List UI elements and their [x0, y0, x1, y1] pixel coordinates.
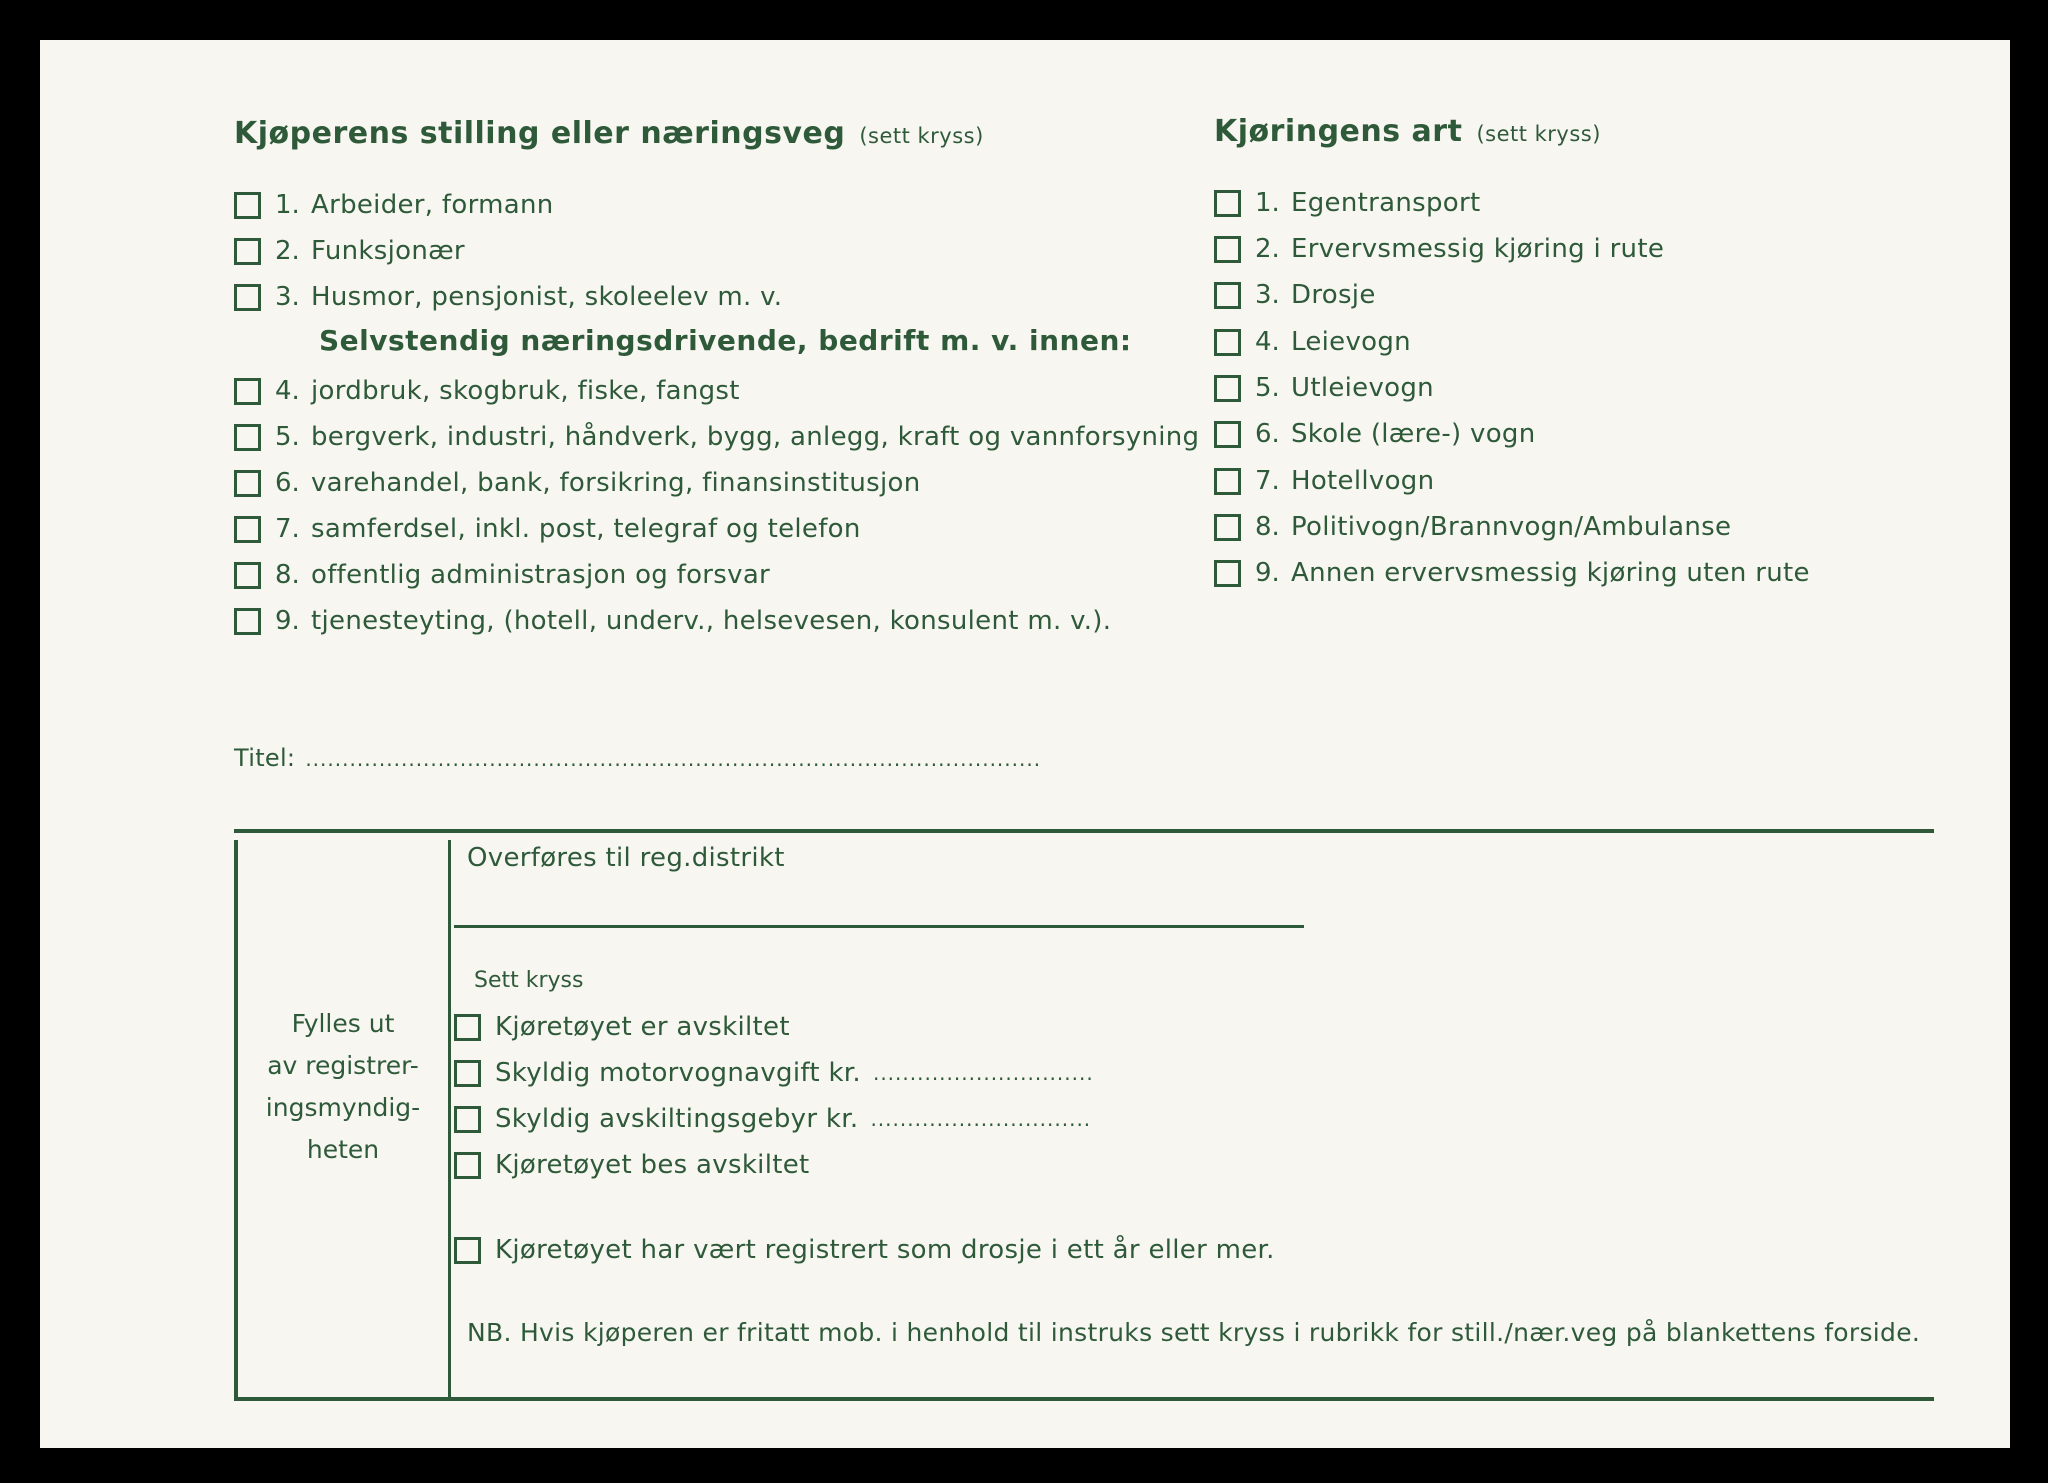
item-label: Egentransport: [1291, 188, 1481, 218]
item-label: Annen ervervsmessig kjøring uten rute: [1291, 558, 1810, 588]
item-label: Drosje: [1291, 280, 1376, 310]
form-sheet: [40, 40, 2010, 1448]
left-section-title: [234, 116, 984, 151]
checkbox[interactable]: [454, 1014, 481, 1041]
side-label-line: ingsmyndig-: [265, 1093, 421, 1122]
box-bottom-border: [234, 1397, 1934, 1401]
checkbox[interactable]: [1214, 329, 1241, 356]
item-label: samferdsel, inkl. post, telegraf og telefon: [311, 514, 861, 544]
checkbox[interactable]: [1214, 421, 1241, 448]
drosje-check[interactable]: [454, 1233, 1275, 1267]
checkbox[interactable]: [234, 378, 261, 405]
item-label: Skole (lære-) vogn: [1291, 419, 1536, 449]
checkbox[interactable]: [234, 284, 261, 311]
check-label: Kjøretøyet har vært registrert som drosje i ett år eller mer.: [495, 1235, 1275, 1265]
checkbox[interactable]: [1214, 282, 1241, 309]
right-item-9[interactable]: [1214, 556, 1810, 590]
item-number: 7.: [1255, 466, 1280, 496]
right-item-7[interactable]: [1214, 464, 1434, 498]
item-number: 8.: [1255, 512, 1280, 542]
right-item-2[interactable]: [1214, 232, 1664, 266]
item-number: 7.: [275, 514, 300, 544]
box-divider: [448, 840, 451, 1397]
item-number: 9.: [275, 606, 300, 636]
sett-kryss-label: Sett kryss: [474, 968, 584, 993]
item-label: Politivogn/Brannvogn/Ambulanse: [1291, 512, 1732, 542]
left-item-3[interactable]: [234, 280, 782, 314]
side-label-line: av registrer-: [267, 1051, 419, 1080]
side-label-line: Fylles ut: [291, 1009, 395, 1038]
checkbox[interactable]: [1214, 468, 1241, 495]
titel-dots: ....................................................................................................: [305, 747, 1042, 771]
left-item-8[interactable]: [234, 558, 770, 592]
checkbox[interactable]: [454, 1152, 481, 1179]
item-number: 3.: [1255, 280, 1280, 310]
right-item-8[interactable]: [1214, 510, 1731, 544]
item-number: 2.: [275, 236, 300, 266]
checkbox[interactable]: [234, 192, 261, 219]
checkbox[interactable]: [1214, 560, 1241, 587]
item-number: 4.: [275, 376, 300, 406]
transfer-label: Overføres til reg.distrikt: [467, 843, 785, 873]
registration-side-label: [238, 1003, 448, 1171]
item-label: Ervervsmessig kjøring i rute: [1291, 234, 1665, 264]
right-item-1[interactable]: [1214, 186, 1480, 220]
left-title-hint: (sett kryss): [859, 124, 984, 148]
item-number: 6.: [1255, 419, 1280, 449]
titel-field[interactable]: [234, 744, 1041, 772]
item-label: Husmor, pensjonist, skoleelev m. v.: [311, 282, 783, 312]
item-number: 5.: [1255, 373, 1280, 403]
check-label: Kjøretøyet er avskiltet: [495, 1012, 790, 1042]
transfer-input-line[interactable]: [454, 925, 1304, 928]
item-number: 9.: [1255, 558, 1280, 588]
box-top-border: [234, 829, 1934, 833]
checkbox[interactable]: [1214, 375, 1241, 402]
registration-check-3[interactable]: [454, 1102, 1091, 1136]
right-item-5[interactable]: [1214, 371, 1434, 405]
item-label: Arbeider, formann: [311, 190, 554, 220]
titel-label: Titel:: [234, 744, 296, 772]
left-subheading: Selvstendig næringsdrivende, bedrift m. v. innen:: [319, 324, 1132, 357]
checkbox[interactable]: [234, 562, 261, 589]
item-label: Utleievogn: [1291, 373, 1434, 403]
item-label: Funksjonær: [311, 236, 465, 266]
left-item-6[interactable]: [234, 466, 920, 500]
checkbox[interactable]: [234, 470, 261, 497]
checkbox[interactable]: [454, 1237, 481, 1264]
registration-note: NB. Hvis kjøperen er fritatt mob. i henhold til instruks sett kryss i rubrikk for still./nær.veg på blankettens forside.: [467, 1318, 1921, 1347]
item-label: Hotellvogn: [1291, 466, 1435, 496]
check-label: Skyldig motorvognavgift kr.: [495, 1058, 861, 1088]
checkbox[interactable]: [1214, 190, 1241, 217]
left-item-5[interactable]: [234, 420, 1199, 454]
checkbox[interactable]: [234, 424, 261, 451]
item-label: offentlig administrasjon og forsvar: [311, 560, 771, 590]
registration-check-1[interactable]: [454, 1010, 790, 1044]
left-title-text: Kjøperens stilling eller næringsveg: [234, 116, 846, 151]
item-number: 3.: [275, 282, 300, 312]
left-item-2[interactable]: [234, 234, 465, 268]
checkbox[interactable]: [1214, 236, 1241, 263]
item-number: 8.: [275, 560, 300, 590]
side-label-line: heten: [306, 1135, 380, 1164]
checkbox[interactable]: [234, 238, 261, 265]
amount-dots[interactable]: ..............................: [870, 1107, 1092, 1131]
checkbox[interactable]: [234, 516, 261, 543]
item-number: 5.: [275, 422, 300, 452]
item-label: bergverk, industri, håndverk, bygg, anlegg, kraft og vannforsyning: [311, 422, 1200, 452]
item-label: Leievogn: [1291, 327, 1411, 357]
item-number: 4.: [1255, 327, 1280, 357]
amount-dots[interactable]: ..............................: [872, 1061, 1094, 1085]
left-item-9[interactable]: [234, 604, 1111, 638]
right-title-hint: (sett kryss): [1476, 122, 1601, 146]
left-item-4[interactable]: [234, 374, 740, 408]
right-item-3[interactable]: [1214, 278, 1376, 312]
registration-check-2[interactable]: [454, 1056, 1094, 1090]
checkbox[interactable]: [454, 1106, 481, 1133]
item-number: 2.: [1255, 234, 1280, 264]
registration-check-4[interactable]: [454, 1148, 810, 1182]
item-label: jordbruk, skogbruk, fiske, fangst: [311, 376, 740, 406]
item-number: 1.: [1255, 188, 1280, 218]
item-label: tjenesteyting, (hotell, underv., helsevesen, konsulent m. v.).: [311, 606, 1112, 636]
check-label: Skyldig avskiltingsgebyr kr.: [495, 1104, 859, 1134]
right-title-text: Kjøringens art: [1214, 114, 1463, 149]
item-number: 1.: [275, 190, 300, 220]
item-label: varehandel, bank, forsikring, finansinstitusjon: [311, 468, 921, 498]
checkbox[interactable]: [454, 1060, 481, 1087]
right-section-title: [1214, 114, 1601, 149]
item-number: 6.: [275, 468, 300, 498]
checkbox[interactable]: [1214, 514, 1241, 541]
checkbox[interactable]: [234, 608, 261, 635]
left-item-7[interactable]: [234, 512, 861, 546]
right-item-6[interactable]: [1214, 417, 1536, 451]
left-item-1[interactable]: [234, 188, 554, 222]
right-item-4[interactable]: [1214, 325, 1411, 359]
check-label: Kjøretøyet bes avskiltet: [495, 1150, 810, 1180]
